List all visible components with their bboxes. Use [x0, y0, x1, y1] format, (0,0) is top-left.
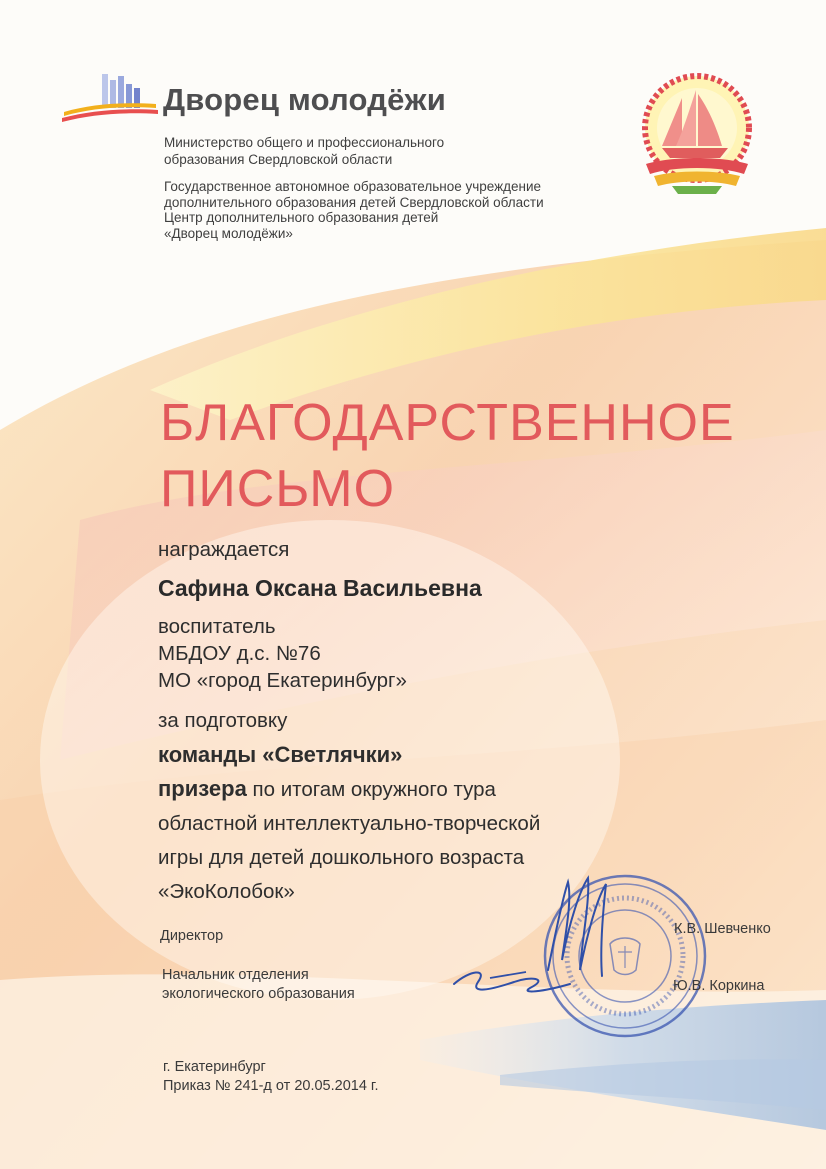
dvorets-molodezhi-logo-icon: [62, 72, 158, 122]
director-name: К.В. Шевченко: [674, 921, 771, 937]
head-label-line-1: Начальник отделения: [162, 967, 309, 983]
reason-line-5: игры для детей дошкольного возраста: [158, 846, 525, 869]
position-line-2: МБДОУ д.с. №76: [158, 642, 321, 665]
reason-line-3-bold: призера: [158, 776, 247, 801]
head-label-line-2: экологического образования: [162, 986, 355, 1002]
official-stamp-icon: [430, 860, 720, 1050]
recipient-name: Сафина Оксана Васильевна: [158, 575, 482, 601]
festival-emblem-icon: [632, 68, 762, 196]
title-line-2: ПИСЬМО: [160, 460, 396, 518]
position-line-3: МО «город Екатеринбург»: [158, 669, 407, 692]
reason-line-6: «ЭкоКолобок»: [158, 880, 295, 903]
awarded-text: награждается: [158, 538, 290, 561]
footer-order: Приказ № 241-д от 20.05.2014 г.: [163, 1078, 379, 1094]
reason-line-4: областной интеллектуально-творческой: [158, 812, 541, 835]
letter-title: [160, 390, 760, 522]
reason-line-3-rest: по итогам окружного тура: [246, 778, 496, 801]
position-line-1: воспитатель: [158, 615, 276, 638]
head-label: [162, 966, 355, 1004]
institution-line-2: дополнительного образования детей Свердловской области: [164, 194, 544, 210]
reason-line-1: за подготовку: [158, 709, 288, 732]
director-label: Директор: [160, 928, 224, 944]
recipient-position: [158, 613, 407, 694]
organization-name: Дворец молодёжи: [163, 82, 446, 117]
footer-city: г. Екатеринбург: [163, 1059, 266, 1075]
reason-line-2: команды «Светлячки»: [158, 742, 403, 767]
institution-line-4: «Дворец молодёжи»: [164, 225, 293, 241]
institution-line-3: Центр дополнительного образования детей: [164, 210, 439, 225]
title-line-1: БЛАГОДАРСТВЕННОЕ: [160, 394, 735, 452]
ministry-line-2: образования Свердловской области: [164, 152, 393, 167]
institution-line-1: Государственное автономное образовательное учреждение: [164, 179, 542, 194]
institution-text: [164, 179, 584, 241]
head-name: Ю.В. Коркина: [673, 978, 765, 994]
ministry-line-1: Министерство общего и профессионального: [164, 135, 445, 150]
footer: [163, 1058, 378, 1096]
ministry-text: [164, 134, 484, 168]
reason-line-3: [158, 772, 540, 807]
